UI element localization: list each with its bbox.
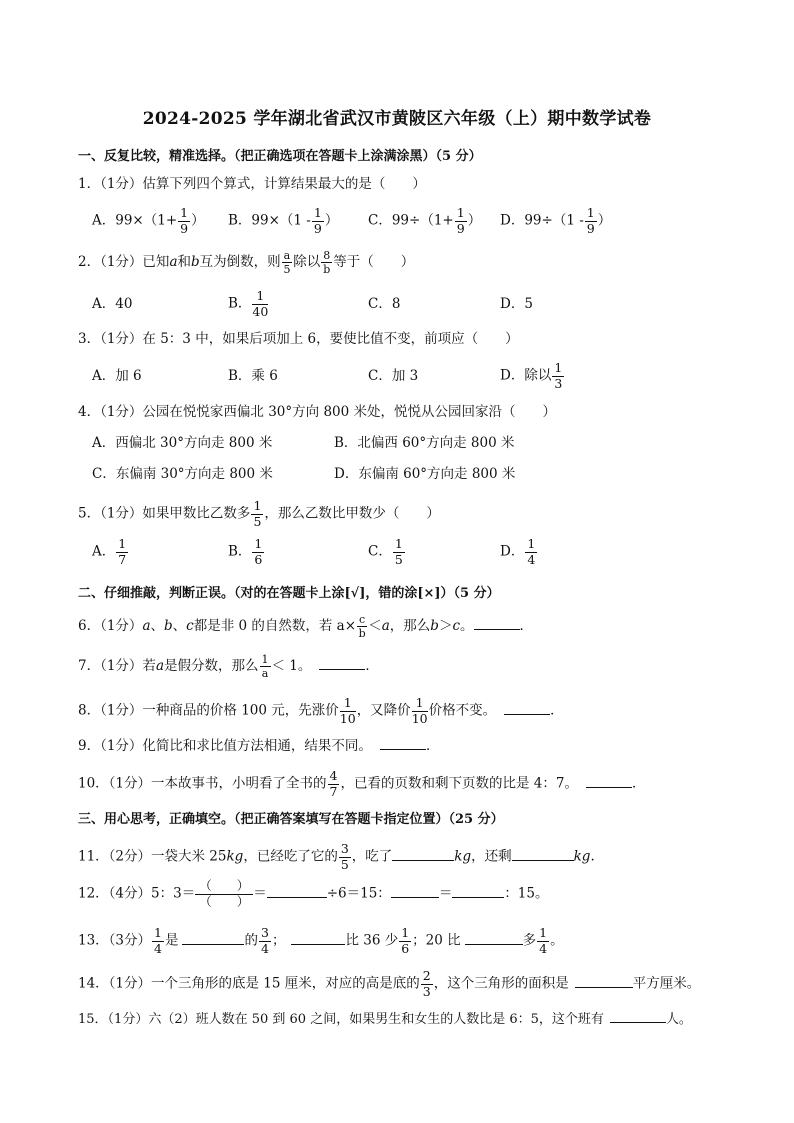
answer-blank[interactable]: [291, 930, 345, 945]
answer-blank[interactable]: [319, 655, 365, 670]
answer-blank[interactable]: [391, 883, 439, 898]
question-7-stem: 7．（1分）若a是假分数，那么 $\frac{1}{a}$ ＜ 1。 ．: [78, 653, 379, 680]
question-1-option-c[interactable]: C．99÷（1+ $\frac{1}{9}$ ）: [368, 205, 482, 236]
question-2-option-c[interactable]: C．8: [368, 296, 401, 312]
question-4-option-b[interactable]: B．北偏西 60°方向走 800 米: [334, 435, 515, 451]
section-3-heading: 三、用心思考，正确填空。（把正确答案填写在答题卡指定位置）（25 分）: [78, 812, 504, 827]
answer-blank[interactable]: [610, 1008, 666, 1023]
question-14-stem: 14．（1分）一个三角形的底是 15 厘米，对应的高是底的 $\frac{2}{3}$ ，这个三角形的面积是 平方厘米。: [78, 968, 701, 999]
answer-blank[interactable]: [392, 846, 454, 861]
question-3-option-b[interactable]: B．乘 6: [228, 368, 278, 384]
answer-blank[interactable]: [380, 735, 426, 750]
question-13-stem: 13．（3分） $\frac{1}{4}$ 是 的 $\frac{3}{4}$ ； 比 36 少 $\frac{1}{6}$ ；20 比 多 $\frac{1}{4}$ 。: [78, 925, 564, 956]
question-3-stem: 3．（1分）在 5：3 中，如果后项加上 6，要使比值不变，前项应（ ）: [78, 331, 519, 347]
question-3-option-c[interactable]: C．加 3: [368, 368, 419, 384]
question-10-stem: 10．（1分）一本故事书，小明看了全书的 $\frac{4}{7}$ ，已看的页数和剩下页数的比是 4：7。 ．: [78, 768, 646, 799]
question-2-stem: 2．（1分）已知a和b互为倒数，则 $\frac{a}{5}$ 除以 $\frac{8}{b}$ 等于（ ）: [78, 249, 415, 276]
question-4-option-d[interactable]: D．东偏南 60°方向走 800 米: [334, 466, 516, 482]
answer-blank[interactable]: [474, 615, 520, 630]
answer-blank[interactable]: [575, 973, 633, 988]
question-1-option-b[interactable]: B．99×（1 - $\frac{1}{9}$ ）: [228, 205, 339, 236]
question-2-option-a[interactable]: A．40: [92, 296, 133, 312]
answer-blank[interactable]: [267, 883, 327, 898]
answer-blank[interactable]: [586, 773, 632, 788]
question-5-option-a[interactable]: A． $\frac{1}{7}$: [92, 536, 127, 567]
question-1-option-a[interactable]: A．99×（1+ $\frac{1}{9}$ ）: [92, 205, 205, 236]
question-4-option-a[interactable]: A．西偏北 30°方向走 800 米: [92, 435, 273, 451]
question-2-option-b[interactable]: B． $\frac{1}{40}$: [228, 288, 269, 319]
question-5-stem: 5．（1分）如果甲数比乙数多 $\frac{1}{5}$ ，那么乙数比甲数少（ ）: [78, 498, 440, 529]
question-3-option-d[interactable]: D．除以 $\frac{1}{3}$: [500, 360, 563, 391]
section-1-heading: 一、反复比较，精准选择。（把正确选项在答题卡上涂满涂黑）（5 分）: [78, 149, 482, 164]
question-1-stem: 1．（1分）估算下列四个算式，计算结果最大的是（ ）: [78, 176, 426, 192]
question-3-option-a[interactable]: A．加 6: [92, 368, 142, 384]
question-11-stem: 11．（2分）一袋大米 25kg，已经吃了它的 $\frac{3}{5}$ ，吃了 kg，还剩 kg.: [78, 841, 595, 872]
answer-blank[interactable]: [182, 930, 244, 945]
answer-blank[interactable]: [512, 846, 574, 861]
question-8-stem: 8．（1分）一种商品的价格 100 元，先涨价 $\frac{1}{10}$ ，又降价 $\frac{1}{10}$ 价格不变。 ．: [78, 695, 564, 726]
question-12-stem: 12．（4分）5：3＝ $\frac{( )}{( )}$ ＝ ÷6＝15： ＝ ：15。: [78, 878, 549, 909]
exam-title: 2024-2025 学年湖北省武汉市黄陂区六年级（上）期中数学试卷: [142, 109, 652, 129]
answer-blank[interactable]: [452, 883, 504, 898]
question-5-option-b[interactable]: B． $\frac{1}{6}$: [228, 536, 263, 567]
answer-blank[interactable]: [465, 930, 523, 945]
question-2-option-d[interactable]: D．5: [500, 296, 533, 312]
question-4-stem: 4．（1分）公园在悦悦家西偏北 30°方向 800 米处，悦悦从公园回家沿（ ）: [78, 404, 556, 420]
question-6-stem: 6．（1分）a、b、c都是非 0 的自然数，若 a× $\frac{c}{b}$ ＜a，那么b＞c。 ．: [78, 613, 533, 640]
answer-blank[interactable]: [504, 700, 550, 715]
question-4-option-c[interactable]: C．东偏南 30°方向走 800 米: [92, 466, 273, 482]
question-1-option-d[interactable]: D．99÷（1 - $\frac{1}{9}$ ）: [500, 205, 612, 236]
question-5-option-d[interactable]: D． $\frac{1}{4}$: [500, 536, 536, 567]
section-2-heading: 二、仔细推敲，判断正误。（对的在答题卡上涂[√]，错的涂[×]）（5 分）: [78, 586, 500, 601]
question-9-stem: 9．（1分）化简比和求比值方法相通，结果不同。 ．: [78, 735, 439, 756]
question-15-stem: 15．（1分）六（2）班人数在 50 到 60 之间，如果男生和女生的人数比是 6：5，这个班有 人。: [78, 1008, 692, 1030]
question-5-option-c[interactable]: C． $\frac{1}{5}$: [368, 536, 403, 567]
